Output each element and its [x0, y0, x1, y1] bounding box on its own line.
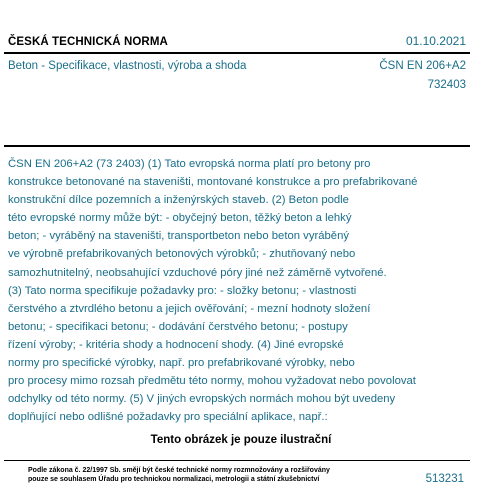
- abstract-line: odchylky od této normy. (5) V jiných evropských normách mohou být uvedeny: [8, 393, 396, 406]
- document-number: 513231: [425, 473, 464, 485]
- copyright-line: pouze se souhlasem Úřadu pro technickou normalizaci, metrologii a státní zkušebnictví: [28, 476, 320, 483]
- abstract-line: ve výrobně prefabrikovaných betonových výrobků; - zhutňovaný nebo: [8, 248, 356, 261]
- abstract-line: samozhutnitelný, neobsahující vzduchové póry jiné než záměrně vytvořené.: [8, 266, 387, 279]
- footer-divider: [4, 460, 470, 461]
- copyright-notice: [28, 466, 328, 484]
- abstract-line: doplňující nebo odlišné požadavky pro speciální aplikace, např.:: [8, 411, 328, 424]
- abstract-line: normy pro specifické výrobky, např. pro prefabrikované výrobky, nebo: [8, 357, 355, 370]
- classification-code: 732403: [427, 79, 466, 91]
- illustration-disclaimer: Tento obrázek je pouze ilustrační: [150, 434, 332, 446]
- abstract-line: beton; - vyráběný na staveništi, transportbeton nebo beton vyráběný: [8, 230, 350, 243]
- abstract-line: řízení výroby; - kritéria shody a hodnocení shody. (4) Jiné evropské: [8, 338, 344, 351]
- publication-date: 01.10.2021: [405, 34, 466, 48]
- standard-subject: Beton - Specifikace, vlastnosti, výroba a shoda: [8, 60, 247, 72]
- standard-code: ČSN EN 206+A2: [379, 60, 466, 72]
- abstract-line: konstrukce betonované na staveništi, montované konstrukce a pro prefabrikované: [8, 176, 418, 189]
- standard-abstract: [8, 155, 476, 426]
- abstract-line: čerstvého a ztvrdlého betonu a jejich ověřování; - mezní hodnoty složení: [8, 302, 371, 315]
- standard-header-title: ČESKÁ TECHNICKÁ NORMA: [8, 36, 168, 48]
- abstract-line: ČSN EN 206+A2 (73 2403) (1) Tato evropská norma platí pro betony pro: [8, 158, 371, 170]
- abstract-line: (3) Tato norma specifikuje požadavky pro: - složky betonu; - vlastnosti: [8, 284, 357, 297]
- copyright-line: Podle zákona č. 22/1997 Sb. smějí být české technické normy rozmnožovány a rozšiřovány: [28, 467, 330, 474]
- abstract-line: betonu; - specifikaci betonu; - dodávání čerstvého betonu; - postupy: [8, 320, 348, 333]
- abstract-line: konstrukční dílce pozemních a inženýrských staveb. (2) Beton podle: [8, 194, 349, 207]
- abstract-line: pro procesy mimo rozsah předmětu této normy, mohou vyžadovat nebo povolovat: [8, 375, 416, 388]
- abstract-line: této evropské normy může být: - obyčejný beton, těžký beton a lehký: [8, 212, 352, 225]
- header-divider: [4, 52, 470, 54]
- body-top-divider: [4, 145, 470, 147]
